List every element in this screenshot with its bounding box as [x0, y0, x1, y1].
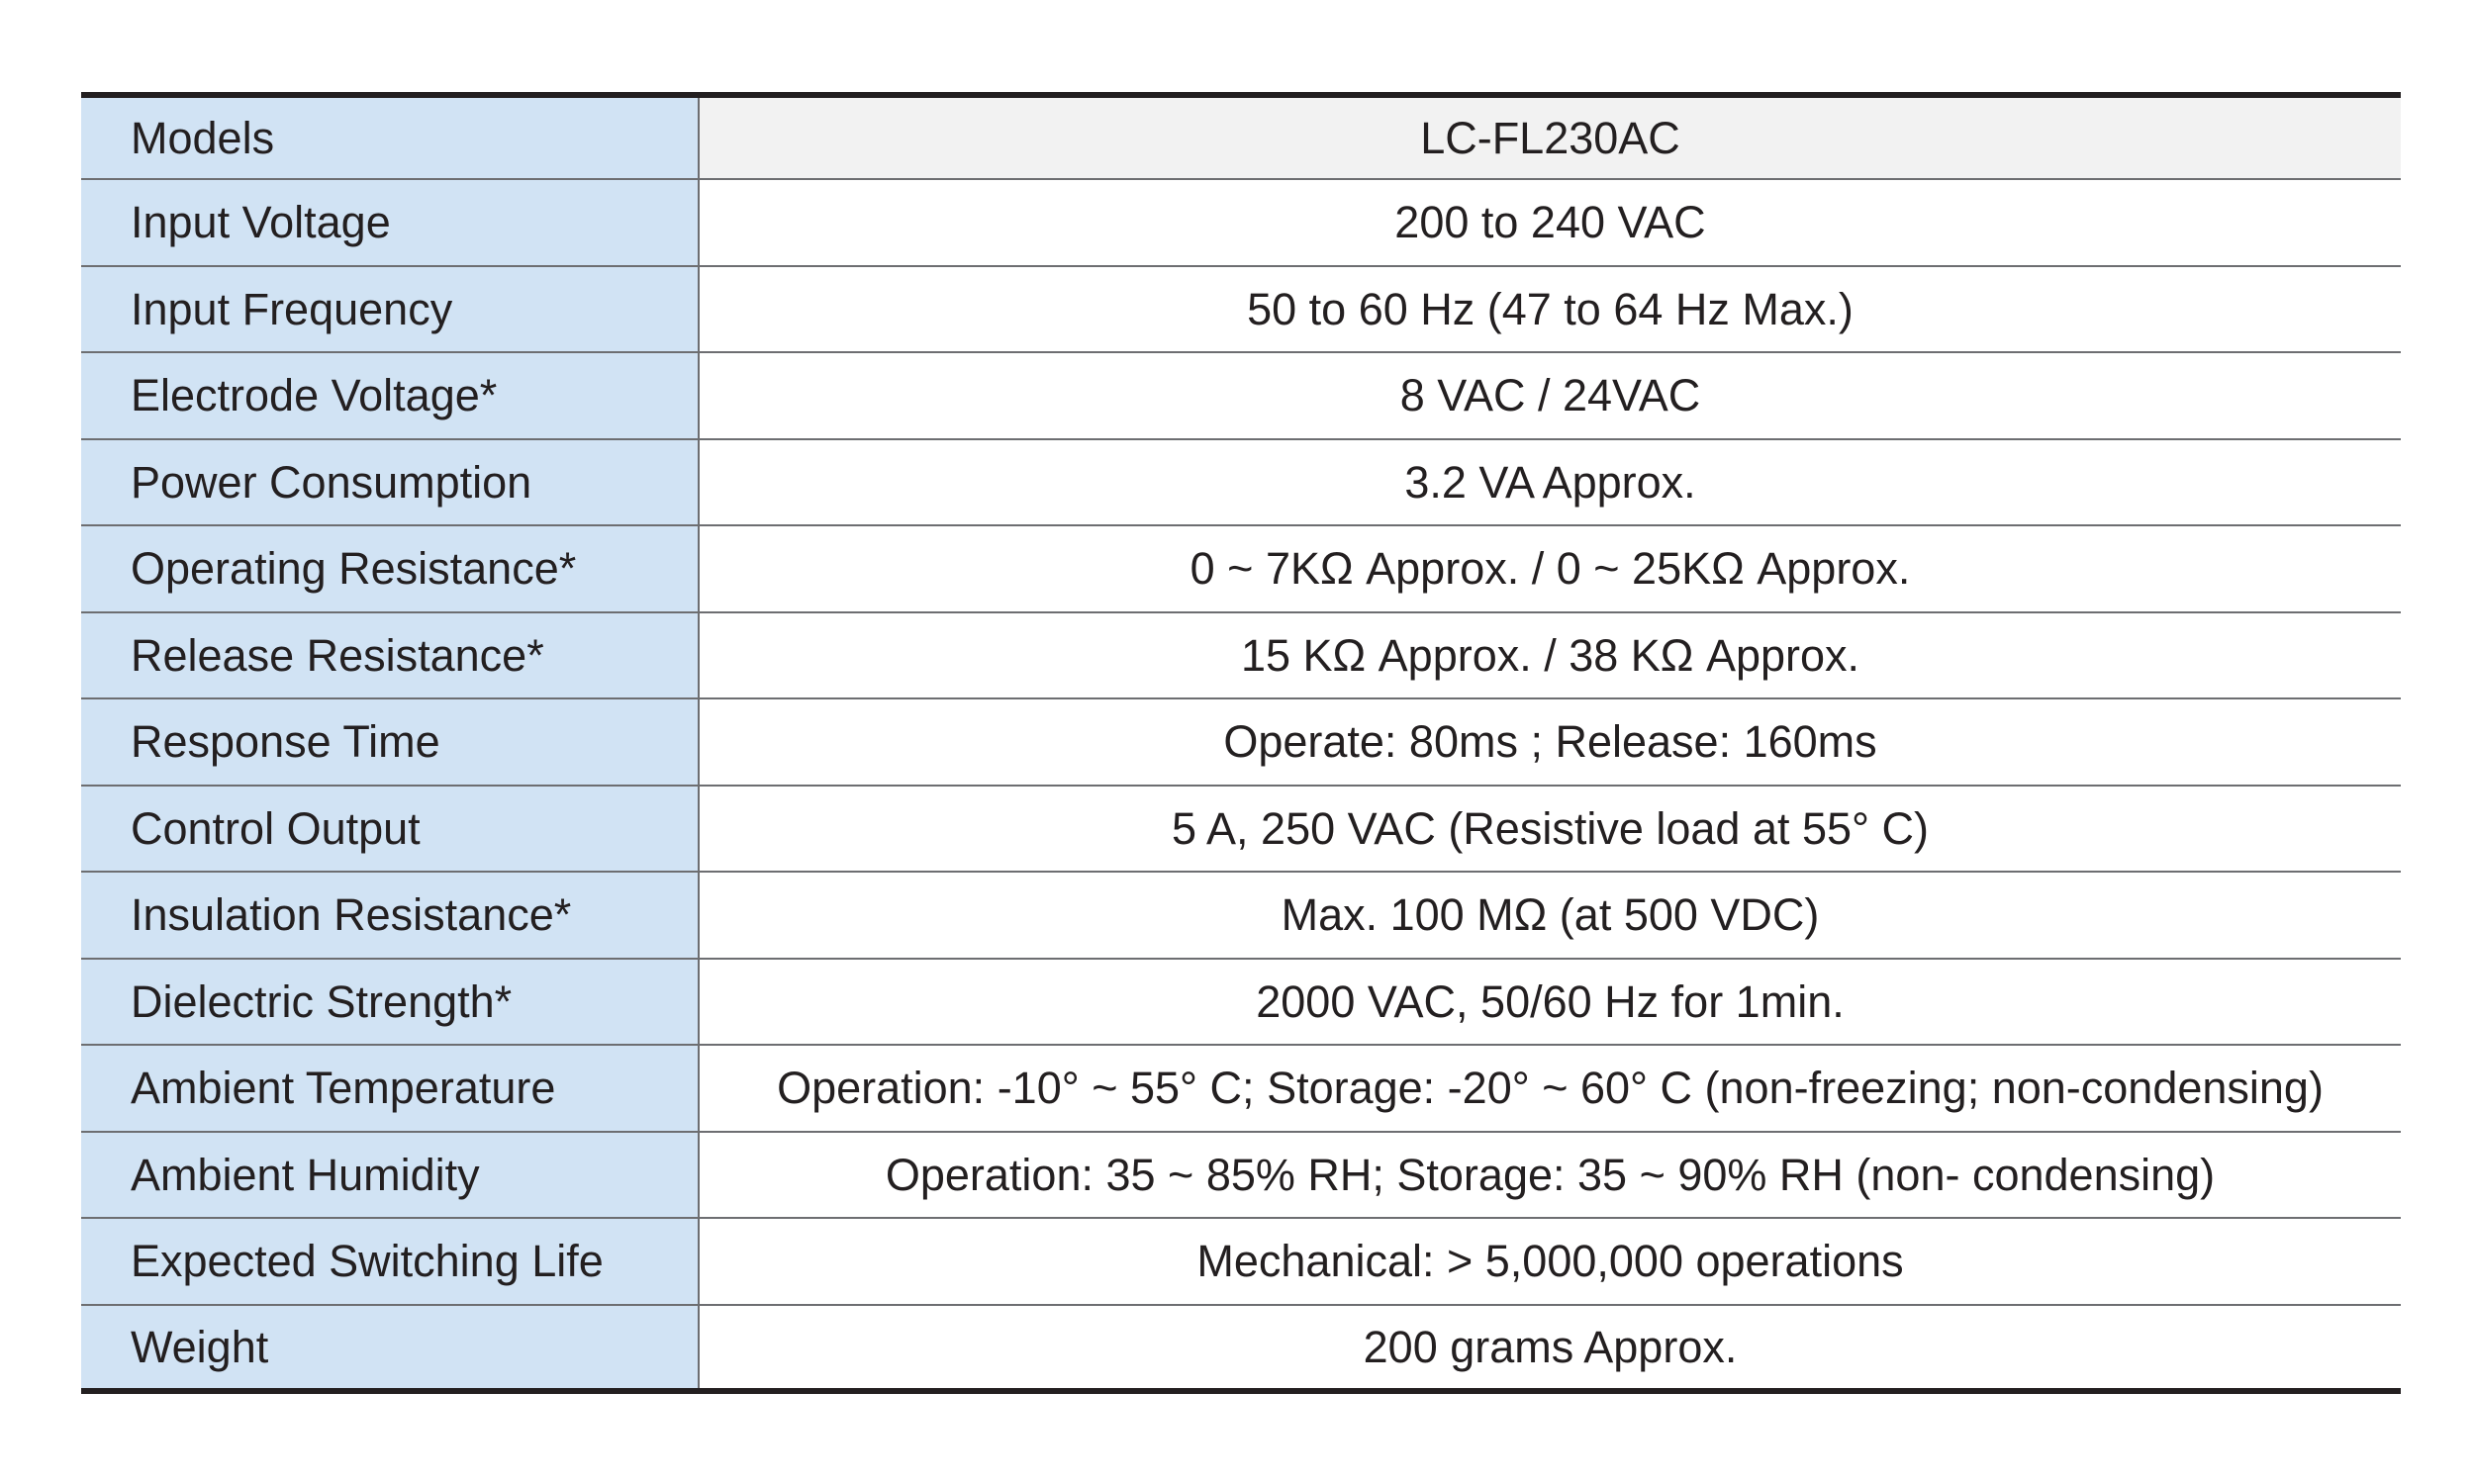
table-row [81, 179, 2401, 266]
table-row [81, 1045, 2401, 1132]
row-value: 8 VAC / 24VAC [699, 352, 2401, 439]
table-row [81, 698, 2401, 786]
table-row [81, 525, 2401, 612]
row-value: 5 A, 250 VAC (Resistive load at 55° C) [699, 786, 2401, 873]
row-value: 15 KΩ Approx. / 38 KΩ Approx. [699, 612, 2401, 699]
row-label: Ambient Humidity [81, 1132, 699, 1219]
specifications-body [81, 95, 2401, 1391]
row-label: Weight [81, 1305, 699, 1392]
row-value: Max. 100 MΩ (at 500 VDC) [699, 872, 2401, 959]
row-label: Operating Resistance* [81, 525, 699, 612]
table-row [81, 872, 2401, 959]
row-label: Electrode Voltage* [81, 352, 699, 439]
table-row [81, 786, 2401, 873]
row-label: Release Resistance* [81, 612, 699, 699]
table-row [81, 1132, 2401, 1219]
row-label: Dielectric Strength* [81, 959, 699, 1046]
row-label: Control Output [81, 786, 699, 873]
row-value: 200 to 240 VAC [699, 179, 2401, 266]
row-value: 50 to 60 Hz (47 to 64 Hz Max.) [699, 266, 2401, 353]
row-label: Insulation Resistance* [81, 872, 699, 959]
row-value: Operate: 80ms ; Release: 160ms [699, 698, 2401, 786]
row-label: Input Voltage [81, 179, 699, 266]
row-value: Operation: 35 ~ 85% RH; Storage: 35 ~ 90% RH (non- condensing) [699, 1132, 2401, 1219]
row-value-models: LC-FL230AC [699, 95, 2401, 179]
row-label: Response Time [81, 698, 699, 786]
table-row [81, 1305, 2401, 1392]
specifications-table [81, 92, 2401, 1394]
row-value: Operation: -10° ~ 55° C; Storage: -20° ~ 60° C (non-freezing; non-condensing) [699, 1045, 2401, 1132]
table-row [81, 439, 2401, 526]
row-value: 200 grams Approx. [699, 1305, 2401, 1392]
row-value: 0 ~ 7KΩ Approx. / 0 ~ 25KΩ Approx. [699, 525, 2401, 612]
row-label: Expected Switching Life [81, 1218, 699, 1305]
row-label: Input Frequency [81, 266, 699, 353]
row-label-models: Models [81, 95, 699, 179]
row-value: Mechanical: > 5,000,000 operations [699, 1218, 2401, 1305]
row-value: 2000 VAC, 50/60 Hz for 1min. [699, 959, 2401, 1046]
table-row [81, 266, 2401, 353]
table-row [81, 1218, 2401, 1305]
table-row [81, 959, 2401, 1046]
row-value: 3.2 VA Approx. [699, 439, 2401, 526]
table-row [81, 352, 2401, 439]
table-row-models [81, 95, 2401, 179]
row-label: Ambient Temperature [81, 1045, 699, 1132]
row-label: Power Consumption [81, 439, 699, 526]
table-row [81, 612, 2401, 699]
